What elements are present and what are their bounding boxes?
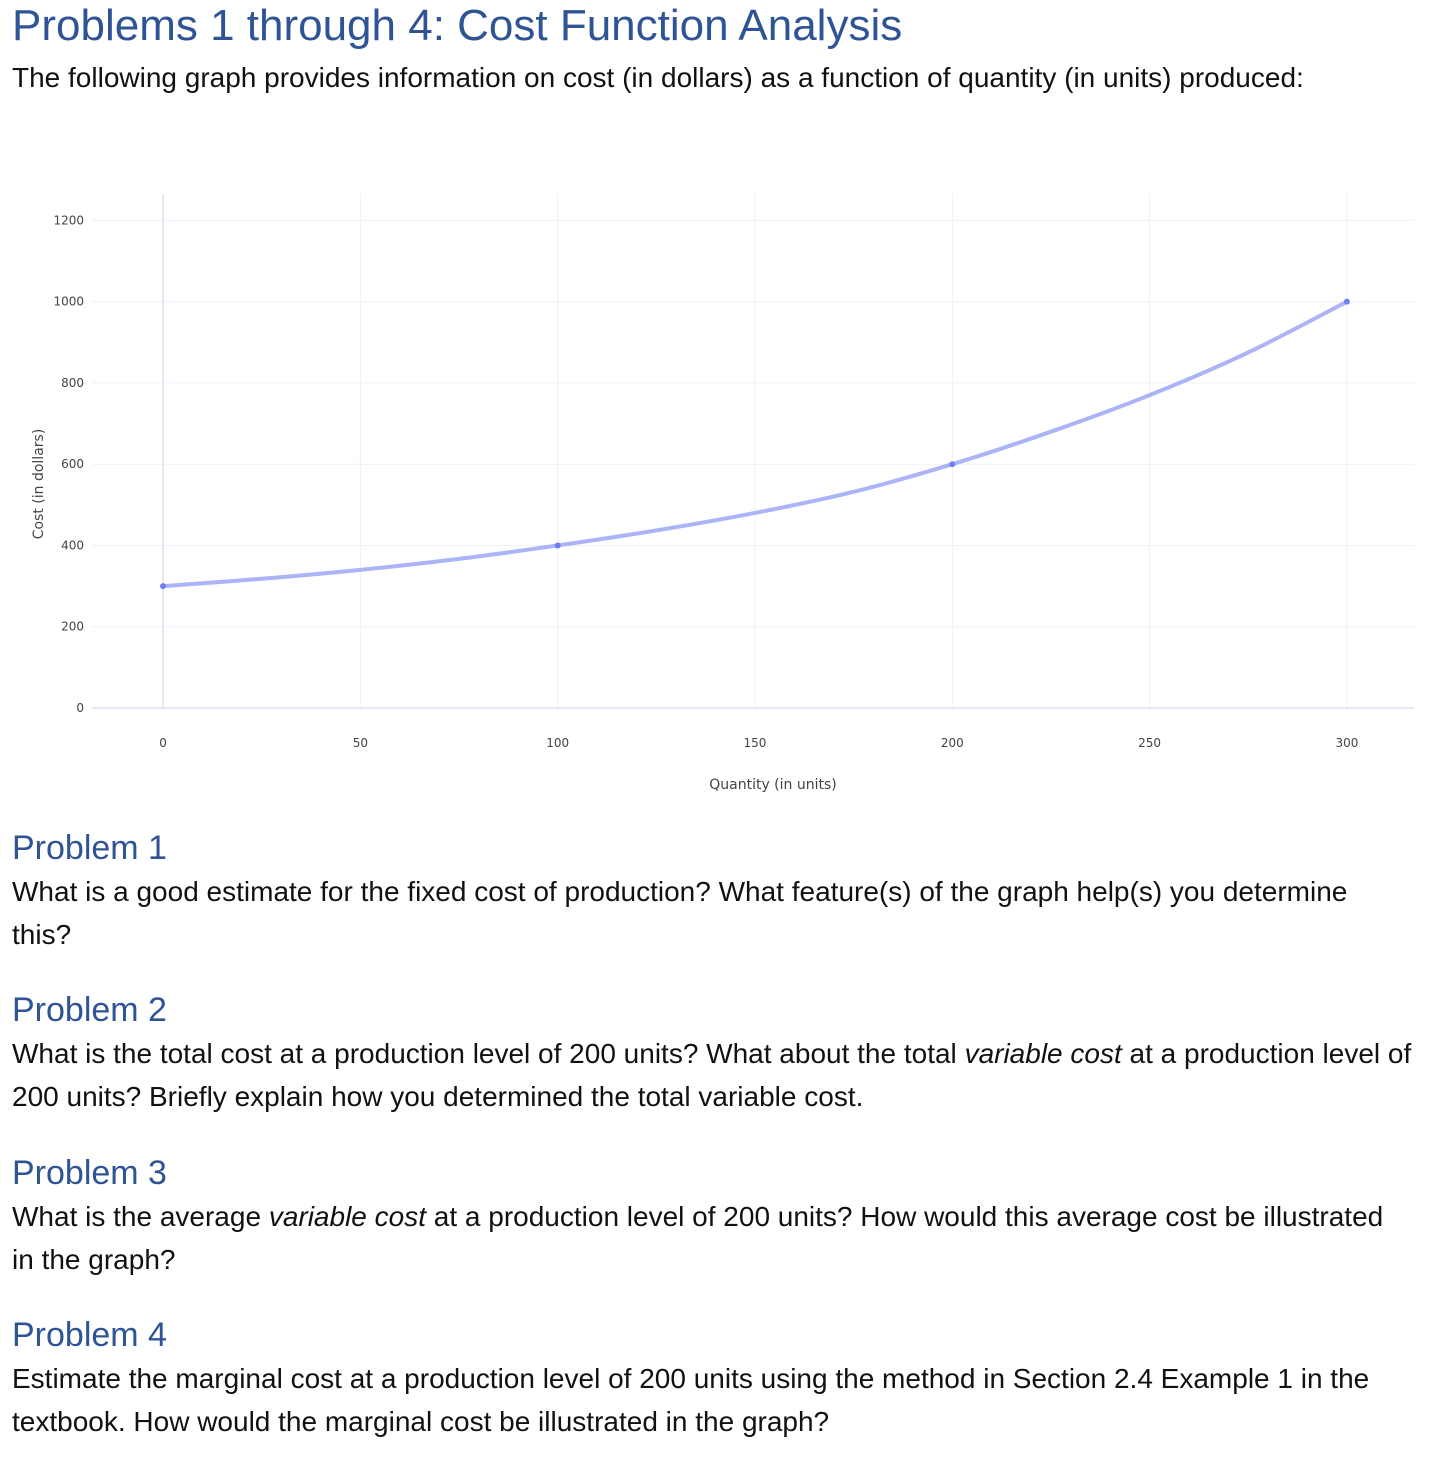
intro-paragraph: The following graph provides information on cost (in dollars) as a function of quantity (in units) produced: [12, 62, 1304, 93]
text-run: What is the total cost at a production level of 200 units? What about the total [12, 1038, 965, 1069]
text-run: at a production level of 200 units? How would this average cost be illustrated in the graph? [12, 1201, 1384, 1275]
x-tick-label: 50 [352, 736, 368, 750]
page-title [12, 0, 902, 52]
y-axis-title: Cost (in dollars) [31, 428, 47, 540]
problem-1-text [12, 870, 1412, 956]
problem-2-heading: Problem 2 [12, 991, 167, 1029]
problem-3-heading: Problem 3 [12, 1154, 167, 1192]
data-point [160, 583, 166, 589]
cost-chart [0, 190, 1434, 810]
problem-2-text [12, 1032, 1412, 1118]
x-tick-label: 0 [159, 736, 167, 750]
x-tick-label: 300 [1335, 736, 1359, 750]
y-tick-label: 1200 [53, 213, 84, 228]
problem-2 [12, 988, 1412, 1118]
problem-1-heading: Problem 1 [12, 829, 167, 867]
y-tick-label: 200 [61, 619, 84, 634]
text-run: What is a good estimate for the fixed cost of production? What feature(s) of the graph help(s) you determine this? [12, 876, 1348, 950]
x-tick-label: 250 [1138, 736, 1162, 750]
text-run: What is the average [12, 1201, 269, 1232]
y-tick-label: 400 [61, 538, 84, 553]
x-tick-labels [159, 736, 1358, 750]
problem-4-text [12, 1357, 1412, 1443]
x-axis-title: Quantity (in units) [709, 777, 837, 793]
problem-4 [12, 1313, 1412, 1443]
x-tick-label: 150 [743, 736, 767, 750]
y-tick-label: 800 [61, 375, 84, 390]
y-grid [92, 220, 1414, 708]
page-title-main: Problems 1 through 4 [12, 1, 433, 50]
problem-4-heading: Problem 4 [12, 1316, 167, 1354]
y-tick-label: 1000 [53, 294, 84, 309]
problem-3 [12, 1151, 1412, 1281]
y-tick-labels [53, 213, 84, 715]
problem-1 [12, 826, 1412, 956]
data-point [1344, 299, 1350, 305]
problem-3-text [12, 1195, 1412, 1281]
x-tick-label: 100 [546, 736, 570, 750]
text-run: at a production level of 200 units? Briefly explain how you determined the total variable cost. [12, 1038, 1412, 1112]
y-tick-label: 600 [61, 457, 84, 472]
x-grid [163, 194, 1347, 710]
italic-term: variable cost [964, 1038, 1122, 1069]
x-tick-label: 200 [940, 736, 964, 750]
y-tick-label: 0 [76, 700, 84, 715]
cost-chart-svg [0, 190, 1434, 810]
data-point [555, 542, 561, 548]
data-point [949, 461, 955, 467]
page-title-subtitle: : Cost Function Analysis [432, 1, 903, 50]
italic-term: variable cost [268, 1201, 426, 1232]
text-run: Estimate the marginal cost at a production level of 200 units using the method in Section 2.4 Example 1 in the textbook. How would the marginal cost be illustrated in the graph? [12, 1363, 1370, 1437]
